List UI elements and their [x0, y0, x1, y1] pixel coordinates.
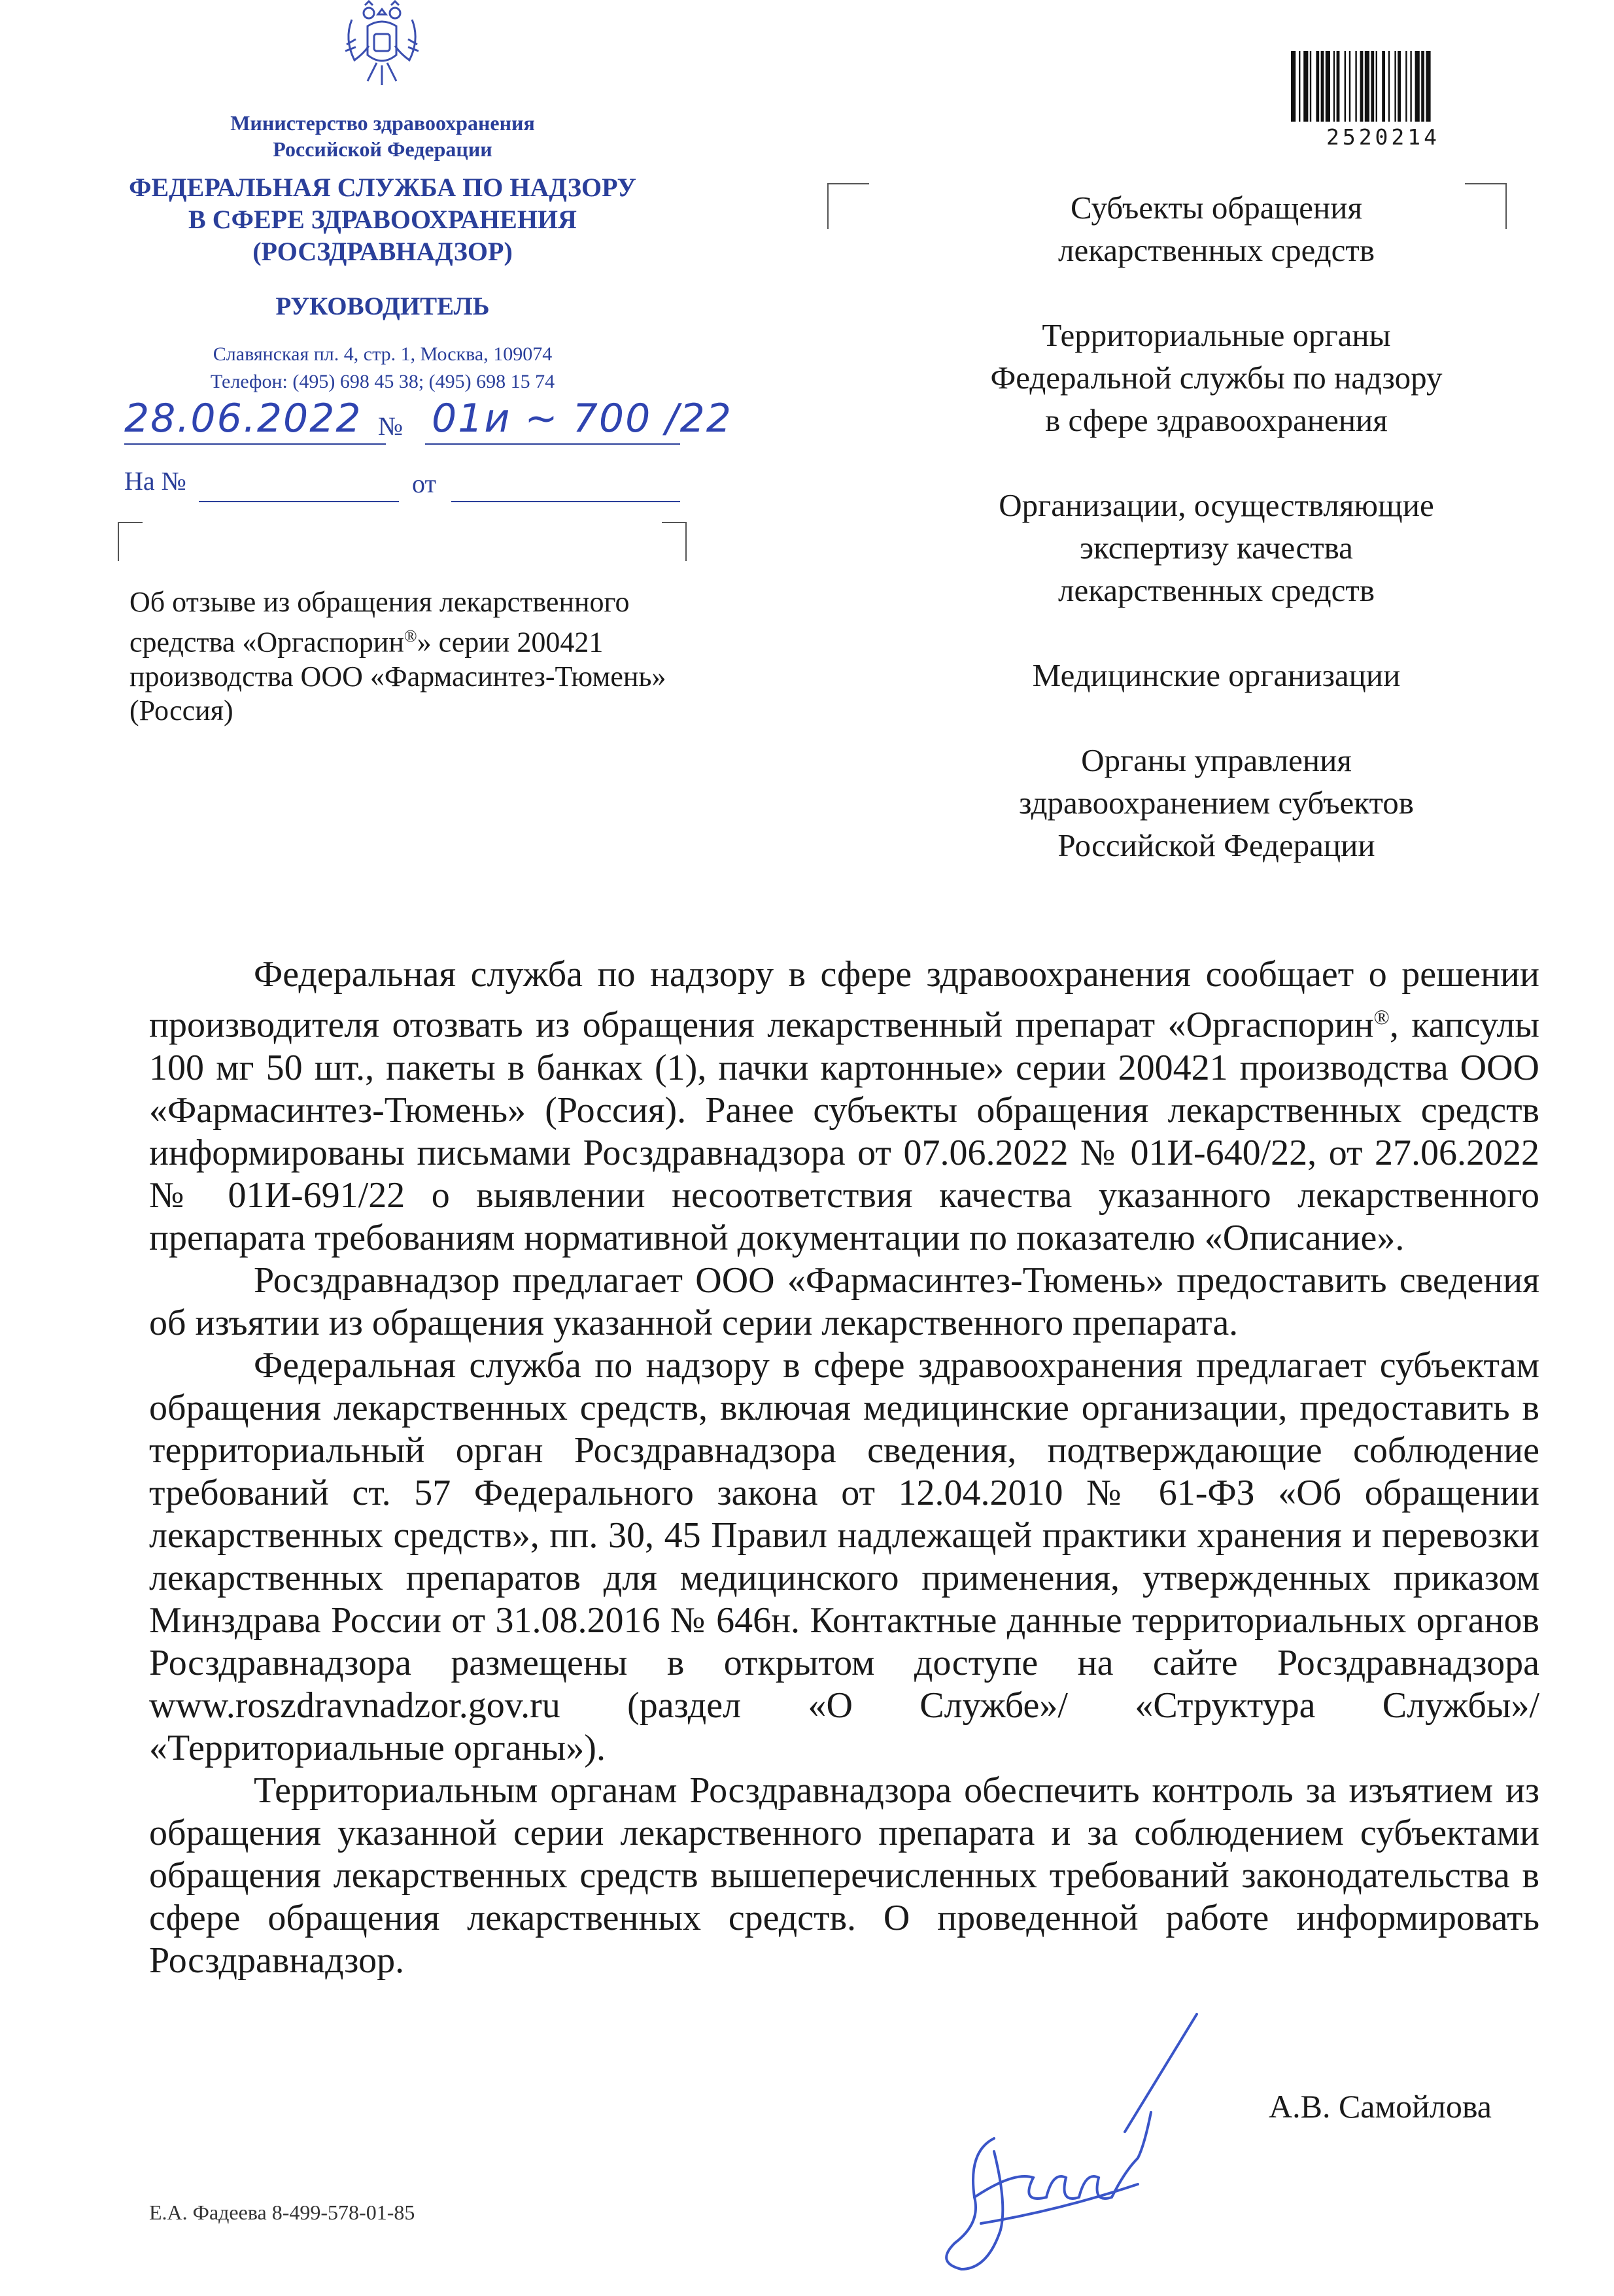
service-line-2: В СФЕРЕ ЗДРАВООХРАНЕНИЯ — [188, 205, 577, 234]
body-paragraph-4: Территориальным органам Росздравнадзора обеспечить контроль за изъятием из обращения указанной серии лекарственного препарата и за соблюдением субъектами обращения лекарственных средств вышеперечисленных требований законодательства в сфере обращения лекарственных средств. О проведенной работе информировать Росздравнадзор. — [149, 1770, 1539, 1981]
address: Славянская пл. 4, стр. 1, Москва, 109074 — [213, 343, 553, 365]
recipient-group — [902, 186, 1530, 271]
phone: Телефон: (495) 698 45 38; (495) 698 15 74 — [210, 371, 555, 392]
barcode-bar — [1333, 51, 1335, 122]
head-title: РУКОВОДИТЕЛЬ — [275, 292, 490, 320]
reference-from-label: от — [412, 469, 436, 498]
barcode-bar — [1291, 51, 1296, 122]
recipient-line: в сфере здравоохранения — [1045, 402, 1388, 438]
barcode-bar — [1365, 51, 1369, 122]
recipient-line: лекарственных средств — [1058, 572, 1375, 608]
body-paragraph-2: Росздравнадзор предлагает ООО «Фармасинтез-Тюмень» предоставить сведения об изъятии из обращения указанной серии лекарственного препарата. — [149, 1259, 1539, 1343]
ministry-line-1: Министерство здравоохранения — [230, 111, 535, 135]
barcode-bar — [1360, 51, 1364, 122]
barcode-bar — [1349, 51, 1350, 122]
barcode-bar — [1421, 51, 1424, 122]
subject-block — [129, 585, 757, 728]
signature — [929, 2001, 1216, 2276]
subject-line-1: Об отзыве из обращения лекарственного — [129, 586, 630, 618]
recipient-group — [902, 739, 1530, 866]
service-line-1: ФЕДЕРАЛЬНАЯ СЛУЖБА ПО НАДЗОРУ — [129, 173, 636, 202]
barcode-bar — [1321, 51, 1324, 122]
barcode-number: 2520214 — [1326, 124, 1441, 150]
subject-line-3: производства ООО «Фармасинтез-Тюмень» — [129, 660, 666, 693]
recipient-line: Субъекты обращения — [1070, 190, 1362, 226]
coat-of-arms-emblem — [339, 0, 425, 92]
barcode-bar — [1376, 51, 1377, 122]
recipient-line: Медицинские организации — [1032, 657, 1401, 693]
recipient-line: лекарственных средств — [1058, 232, 1375, 268]
registration-date-underline — [124, 443, 386, 445]
barcode-bar — [1345, 51, 1346, 122]
registration-number-underline — [425, 443, 680, 445]
reference-label: На № — [124, 466, 186, 496]
registration-number: 01и ~ 700 /22 — [432, 396, 732, 441]
barcode-bar — [1299, 51, 1300, 122]
subject-line-4: (Россия) — [129, 694, 233, 727]
barcode-bar — [1382, 51, 1385, 122]
reference-number-line — [199, 501, 399, 502]
barcode-bar — [1388, 51, 1390, 122]
recipient-line: экспертизу качества — [1080, 530, 1353, 566]
barcode-bar — [1398, 51, 1401, 122]
service-name — [92, 171, 674, 267]
barcode-bar — [1371, 51, 1374, 122]
subject-line-2: средства «Оргаспорин®» серии 200421 — [129, 626, 604, 659]
barcode-bar — [1405, 51, 1407, 122]
recipient-line: Территориальные органы — [1042, 317, 1391, 353]
number-sign: № — [378, 411, 404, 441]
recipient-group — [902, 484, 1530, 611]
barcode — [1288, 51, 1478, 123]
subject-bracket-left — [118, 522, 143, 561]
registration-date: 28.06.2022 — [124, 396, 362, 441]
barcode-bar — [1310, 51, 1311, 122]
barcode-bar — [1426, 51, 1430, 122]
barcode-bar — [1394, 51, 1396, 122]
body-paragraph-3: Федеральная служба по надзору в сфере здравоохранения предлагает субъектам обращения лекарственных средств, включая медицинские организации, предоставить в территориальный орган Росздравнадзора сведения, подтверждающие соблюдение требований ст. 57 Федерального закона от 12.04.2010 № 61-ФЗ «Об обращении лекарственных средств», пп. 30, 45 Правил надлежащей практики хранения и перевозки лекарственных препаратов для медицинского применения, утвержденных приказом Минздрава России от 31.08.2016 № 646н. Контактные данные территориальных органов Росздравнадзора размещены в открытом доступе на сайте Росздравнадзора www.roszdravnadzor.gov.ru (раздел «О Службе»/ «Структура Службы»/ «Территориальные органы»). — [149, 1345, 1539, 1768]
ministry-line-2: Российской Федерации — [273, 137, 492, 161]
barcode-bar — [1355, 51, 1356, 122]
barcode-bar — [1410, 51, 1411, 122]
barcode-bar — [1326, 51, 1330, 122]
barcode-bar — [1303, 51, 1308, 122]
recipient-line: Российской Федерации — [1057, 827, 1375, 863]
signatory-name: А.В. Самойлова — [1269, 2088, 1492, 2125]
body-paragraph-1: Федеральная служба по надзору в сфере здравоохранения сообщает о решении производителя отозвать из обращения лекарственный препарат «Оргаспорин®, капсулы 100 мг 50 шт., пакеты в банках (1), пачки картонные» серии 200421 производства ООО «Фармасинтез-Тюмень» (Россия). Ранее субъекты обращения лекарственных средств информированы письмами Росздравнадзора от 07.06.2022 № 01И-640/22, от 27.06.2022 № 01И-691/22 о выявлении несоответствия качества указанного лекарственного препарата требованиям нормативной документации по показателю «Описание». — [149, 954, 1539, 1258]
subject-bracket-right — [662, 522, 687, 561]
recipient-line: Органы управления — [1081, 742, 1352, 778]
barcode-bar — [1415, 51, 1420, 122]
barcode-bar — [1337, 51, 1340, 122]
recipients-list — [902, 186, 1530, 866]
recipient-line: здравоохранением субъектов — [1019, 785, 1414, 821]
recipient-bracket-left — [827, 183, 869, 229]
executor-contact: Е.А. Фадеева 8-499-578-01-85 — [149, 2201, 415, 2224]
ministry-name — [124, 110, 641, 162]
recipient-line: Федеральной службы по надзору — [990, 360, 1443, 396]
recipient-group — [902, 654, 1530, 696]
service-line-3: (РОСЗДРАВНАДЗОР) — [252, 237, 513, 266]
recipient-group — [902, 314, 1530, 441]
barcode-bar — [1316, 51, 1319, 122]
reference-date-line — [451, 501, 680, 502]
address-block — [124, 341, 641, 396]
letter-body — [149, 953, 1539, 1982]
recipient-line: Организации, осуществляющие — [999, 487, 1434, 523]
